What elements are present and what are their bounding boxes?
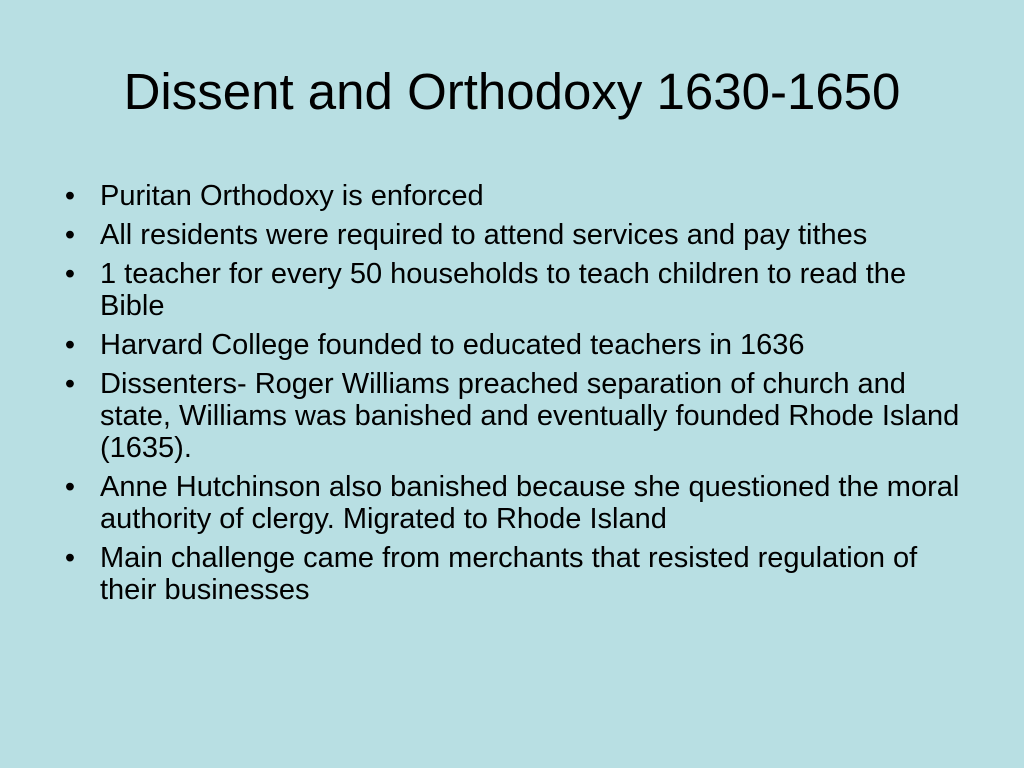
slide-title: Dissent and Orthodoxy 1630-1650 [123,63,901,120]
bullet-point-icon: • [64,180,76,212]
bullet-point-icon: • [64,258,76,290]
bullet-item [58,368,978,464]
bullet-item [58,258,978,322]
bullet-point-icon: • [64,329,76,361]
bullet-item [58,180,978,212]
bullet-text: Harvard College founded to educated teachers in 1636 [100,329,805,361]
bullet-text: Puritan Orthodoxy is enforced [100,180,484,212]
bullet-item [58,471,978,535]
bullet-item [58,219,978,251]
bullet-point-icon: • [64,219,76,251]
bullet-point-icon: • [64,471,76,503]
bullet-point-icon: • [64,542,76,574]
bullet-item [58,329,978,361]
bullet-point-icon: • [64,368,76,400]
bullet-text: 1 teacher for every 50 households to teach children to read the Bible [100,258,907,322]
bullet-list [58,180,978,613]
bullet-text: Main challenge came from merchants that resisted regulation of their businesses [100,542,918,606]
bullet-text: Dissenters- Roger Williams preached separation of church and state, Williams was banished and eventually founded Rhode Island (1635). [100,368,960,464]
bullet-text: Anne Hutchinson also banished because she questioned the moral authority of clergy. Migrated to Rhode Island [100,471,960,535]
bullet-item [58,542,978,606]
bullet-text: All residents were required to attend services and pay tithes [100,219,868,251]
